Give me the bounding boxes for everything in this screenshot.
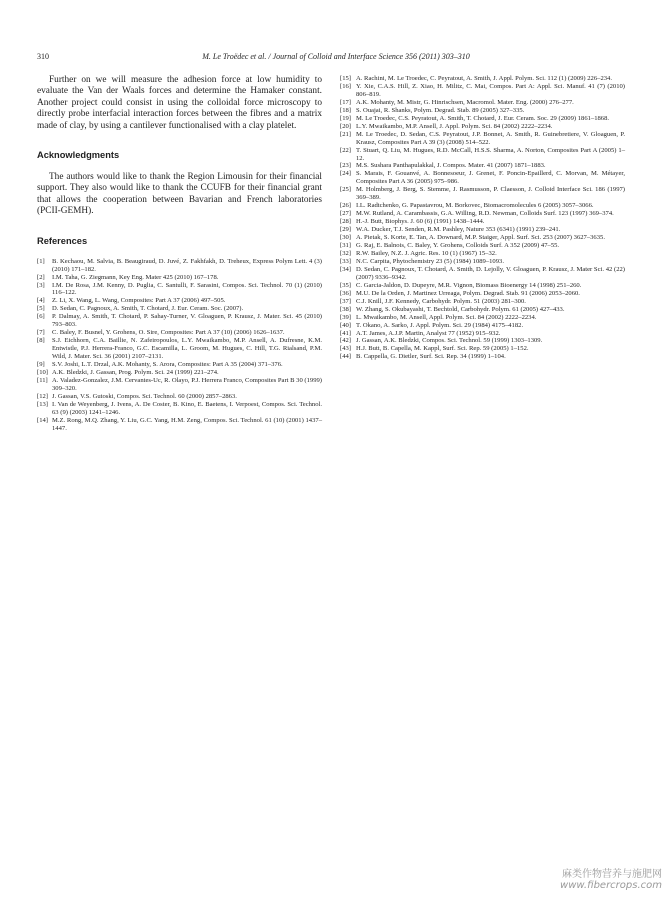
reference-item <box>340 107 625 115</box>
reference-text: D. Sedan, C. Pagnoux, T. Chotard, A. Smith, D. Lejolly, V. Gloaguen, P. Krausz, J. Mater Sci. 42 (22) (2007) 9336–9342. <box>356 265 625 281</box>
reference-text: T. Stuart, Q. Liu, M. Hugues, R.D. McCall, H.S.S. Sharma, A. Norton, Composites Part A (2005) 1–12. <box>356 146 625 162</box>
reference-text: Z. Li, X. Wang, L. Wang, Composites: Part A 37 (2006) 497–505. <box>52 297 226 305</box>
reference-text: A. Valadez-Gonzalez, J.M. Cervantes-Uc, R. Olayo, P.J. Herrera Franco, Composites Part B 30 (1999) 309–320. <box>52 376 322 392</box>
right-column <box>340 75 625 361</box>
reference-number: [8] <box>37 337 45 345</box>
reference-number: [38] <box>340 305 351 313</box>
reference-number: [1] <box>37 257 45 265</box>
reference-text: A. Pietak, S. Korte, E. Tan, A. Downard, M.P. Staiger, Appl. Surf. Sci. 253 (2007) 3627–3635. <box>356 234 605 242</box>
watermark-url: www.fibercrops.com <box>560 880 662 891</box>
reference-item <box>340 337 625 345</box>
reference-item <box>340 186 625 202</box>
reference-item <box>37 305 322 313</box>
reference-number: [36] <box>340 289 351 297</box>
reference-number: [3] <box>37 281 45 289</box>
reference-text: R.W. Bailey, N.Z. J. Agric. Res. 10 (1) (1967) 15–32. <box>356 249 497 257</box>
reference-text: N.C. Carpita, Phytochemistry 23 (5) (1984) 1089–1093. <box>356 257 504 265</box>
acknowledgments-text: The authors would like to thank the Region Limousin for their financial support. They also would like to thank the CCUFB for their financial grant that allows the cooperation between Bavarian and French laboratories (PCII-GEMH). <box>37 172 322 217</box>
reference-text: A. Rachini, M. Le Troedec, C. Peyratout, A. Smith, J. Appl. Polym. Sci. 112 (1) (2009) 226–234. <box>356 75 612 82</box>
reference-text: I.L. Radtchenko, G. Papastavrou, M. Borkovec, Biomacromolecules 6 (2005) 3057–3066. <box>356 202 594 210</box>
reference-number: [20] <box>340 122 351 130</box>
reference-number: [32] <box>340 249 351 257</box>
reference-item <box>37 282 322 298</box>
reference-number: [10] <box>37 369 48 376</box>
reference-text: C. Garcia-Jaldon, D. Dupeyre, M.R. Vignon, Biomass Bioenergy 14 (1998) 251–260. <box>356 281 582 289</box>
reference-number: [17] <box>340 98 351 106</box>
reference-number: [31] <box>340 242 351 250</box>
reference-item <box>37 329 322 337</box>
reference-item <box>37 393 322 401</box>
reference-item <box>340 123 625 131</box>
running-title: M. Le Troëdec et al. / Journal of Colloid and Interface Science 356 (2011) 303–310 <box>202 52 470 61</box>
reference-number: [12] <box>37 392 48 400</box>
reference-number: [23] <box>340 162 351 170</box>
reference-number: [2] <box>37 273 45 281</box>
reference-text: M. Holmberg, J. Berg, S. Stemme, J. Rasmusson, P. Claesson, J. Colloid Interface Sci. 186 (1997) 369–389. <box>356 186 625 202</box>
reference-text: T. Okano, A. Sarko, J. Appl. Polym. Sci. 29 (1984) 4175–4182. <box>356 321 524 329</box>
reference-text: I.M. Taha, G. Ziegmann, Key Eng. Mater 425 (2010) 167–178. <box>52 273 219 281</box>
conclusion-paragraph: Further on we will measure the adhesion force at low humidity to evaluate the Van der Waals forces and determine the Hamaker constant. Another project could consist in using the colloidal force microscopy to directly probe interfacial interaction forces between the fibres and a matrix made of clay, by using a cantilever functionalised with a clay platelet. <box>37 75 322 131</box>
references-list-right <box>340 75 625 361</box>
reference-number: [11] <box>37 376 48 384</box>
reference-number: [15] <box>340 75 351 82</box>
reference-text: Y. Xie, C.A.S. Hill, Z. Xiao, H. Militz, C. Mai, Compos. Part A: Appl. Sci. Manuf. 41 (7) (2010) 806–819. <box>356 82 625 98</box>
reference-item <box>340 330 625 338</box>
reference-item <box>340 226 625 234</box>
reference-item <box>340 131 625 147</box>
reference-text: I.M. De Rosa, J.M. Kenny, D. Puglia, C. Santulli, F. Sarasini, Compos. Sci. Technol. 70 (1) (2010) 116–122. <box>52 281 322 297</box>
reference-item <box>37 313 322 329</box>
watermark <box>560 869 662 891</box>
left-column <box>37 75 322 433</box>
reference-number: [14] <box>37 416 48 424</box>
reference-item <box>37 361 322 369</box>
reference-number: [42] <box>340 337 351 345</box>
reference-number: [43] <box>340 345 351 353</box>
reference-item <box>37 417 322 433</box>
reference-item <box>340 282 625 290</box>
reference-text: B. Kechaou, M. Salvia, B. Beaugiraud, D. Juvé, Z. Fakhfakh, D. Treheux, Express Polym Lett. 4 (3) (2010) 171–182. <box>52 257 322 273</box>
reference-item <box>340 210 625 218</box>
running-header <box>37 52 635 66</box>
reference-text: J. Gassan, V.S. Gutoski, Compos. Sci. Technol. 60 (2000) 2857–2863. <box>52 392 237 400</box>
page-number: 310 <box>37 52 49 61</box>
reference-item <box>37 258 322 274</box>
reference-item <box>340 250 625 258</box>
reference-item <box>37 377 322 393</box>
reference-item <box>340 83 625 99</box>
reference-number: [29] <box>340 226 351 234</box>
reference-number: [13] <box>37 400 48 408</box>
reference-text: I. Van de Weyenberg, J. Ivens, A. De Coster, B. Kino, E. Baetens, I. Verpoest, Compos. Sci. Technol. 63 (9) (2003) 1241–1246. <box>52 400 322 416</box>
reference-text: H.-J. Butt, Biophys. J. 60 (6) (1991) 1438–1444. <box>356 218 485 226</box>
reference-number: [7] <box>37 329 45 337</box>
reference-text: H.J. Butt, B. Capella, M. Kappl, Surf. Sci. Rep. 59 (2005) 1–152. <box>356 345 529 353</box>
reference-number: [16] <box>340 82 351 90</box>
reference-text: M. Le Troedec, C.S. Peyratout, A. Smith, T. Chotard, J. Eur. Ceram. Soc. 29 (2009) 1861–1868. <box>356 114 610 122</box>
reference-item <box>340 258 625 266</box>
reference-number: [22] <box>340 146 351 154</box>
reference-number: [40] <box>340 321 351 329</box>
reference-number: [26] <box>340 202 351 210</box>
reference-text: S. Ouajai, R. Shanks, Polym. Degrad. Stab. 89 (2005) 327–335. <box>356 106 525 114</box>
reference-number: [5] <box>37 305 45 313</box>
reference-item <box>340 234 625 242</box>
reference-number: [9] <box>37 361 45 369</box>
reference-number: [25] <box>340 186 351 194</box>
reference-item <box>340 345 625 353</box>
reference-item <box>340 353 625 361</box>
reference-number: [27] <box>340 210 351 218</box>
reference-item <box>37 369 322 377</box>
reference-text: A.K. Mohanty, M. Mistr, G. Hinrischsen, Macromol. Mater. Eng. (2000) 276–277. <box>356 98 574 106</box>
reference-number: [41] <box>340 329 351 337</box>
references-list-left <box>37 258 322 433</box>
reference-item <box>37 297 322 305</box>
reference-number: [39] <box>340 313 351 321</box>
reference-item <box>340 170 625 186</box>
reference-item <box>340 322 625 330</box>
reference-item <box>340 115 625 123</box>
reference-text: A.T. James, A.J.P. Martin, Analyst 77 (1952) 915–932. <box>356 329 501 337</box>
reference-number: [37] <box>340 297 351 305</box>
reference-text: G. Raj, E. Balnois, C. Baley, Y. Grohens, Colloids Surf. A 352 (2009) 47–55. <box>356 242 560 250</box>
watermark-site-name: 麻类作物营养与施肥网 <box>562 869 662 880</box>
reference-text: L.Y. Mwaikambo, M.P. Ansell, J. Appl. Polym. Sci. 84 (2002) 2222–2234. <box>356 122 553 130</box>
reference-number: [24] <box>340 170 351 178</box>
reference-item <box>37 274 322 282</box>
references-heading: References <box>37 235 88 246</box>
reference-text: M. Le Troedec, D. Sedan, C.S. Peyratout, J.P. Bonnet, A. Smith, R. Guinebretiere, V. Gloaguen, P. Krausz, Composites Part A 39 (3) (2008) 514–522. <box>356 130 625 146</box>
reference-item <box>340 162 625 170</box>
reference-item <box>37 401 322 417</box>
reference-text: M.S. Sushara Panthapulakkal, J. Compos. Mater. 41 (2007) 1871–1883. <box>356 162 546 170</box>
reference-item <box>340 147 625 163</box>
reference-item <box>340 314 625 322</box>
reference-text: D. Sedan, C. Pagnoux, A. Smith, T. Chotard, J. Eur. Ceram. Soc. (2007). <box>52 305 244 313</box>
reference-text: S.V. Joshi, L.T. Drzal, A.K. Mohanty, S. Arora, Composites: Part A 35 (2004) 371–376. <box>52 361 283 369</box>
reference-text: S.J. Eichhorn, C.A. Baillie, N. Zafeiropoulos, L.Y. Mwaikambo, M.P. Ansell, A. Dufresne, K.M. Entwistle, P.J. Herrera-Franco, G.C. Escamilla, L. Groom, M. Hugues, C. Hill, T.G. Rialsand, P.M. Wild, J. Mater. Sci. 36 (2001) 2107–2131. <box>52 337 322 361</box>
reference-item <box>340 242 625 250</box>
reference-text: W. Zhang, S. Okubayashi, T. Bechtold, Carbohydr. Polym. 61 (2005) 427–433. <box>356 305 565 313</box>
reference-number: [6] <box>37 313 45 321</box>
reference-item <box>340 266 625 282</box>
reference-number: [28] <box>340 218 351 226</box>
reference-text: M.W. Rutland, A. Carambassis, G.A. Willing, R.D. Newman, Colloids Surf. 123 (1997) 369–374. <box>356 210 614 218</box>
reference-item <box>37 337 322 361</box>
reference-text: M.Z. Rong, M.Q. Zhang, Y. Liu, G.C. Yang, H.M. Zeng, Compos. Sci. Technol. 61 (10) (2001) 1437–1447. <box>52 416 322 432</box>
reference-text: P. Dalmay, A. Smith, T. Chotard, P. Sahay-Turner, V. Gloaguen, P. Krausz, J. Mater. Sci. 45 (2010) 793–803. <box>52 313 322 329</box>
reference-item <box>340 99 625 107</box>
reference-item <box>340 298 625 306</box>
reference-item <box>340 290 625 298</box>
reference-text: C.J. Knill, J.F. Kennedy, Carbohydr. Polym. 51 (2003) 281–300. <box>356 297 526 305</box>
reference-number: [4] <box>37 297 45 305</box>
reference-text: S. Marais, F. Gouanvé, A. Bonnesoeur, J. Grenet, F. Poncin-Epaillerd, C. Morvan, M. Métayer, Composites Part A 36 (2005) 975–986. <box>356 170 625 186</box>
reference-number: [33] <box>340 257 351 265</box>
reference-text: L. Mwaikambo, M. Ansell, Appl. Polym. Sci. 84 (2002) 2222–2234. <box>356 313 537 321</box>
reference-text: J. Gassan, A.K. Bledzki, Compos. Sci. Technol. 59 (1999) 1303–1309. <box>356 337 543 345</box>
reference-text: W.A. Ducker, T.J. Senden, R.M. Pashley, Nature 353 (6341) (1991) 239–241. <box>356 226 561 234</box>
reference-number: [35] <box>340 281 351 289</box>
reference-item <box>340 75 625 83</box>
reference-text: A.K. Bledzki, J. Gassan, Prog. Polym. Sci. 24 (1999) 221–274. <box>52 369 219 376</box>
reference-number: [30] <box>340 234 351 242</box>
reference-item <box>340 306 625 314</box>
reference-number: [19] <box>340 114 351 122</box>
acknowledgments-heading: Acknowledgments <box>37 150 120 161</box>
reference-text: M.U. De la Orden, J. Martinez Urreaga, Polym. Degrad. Stab. 91 (2006) 2053–2060. <box>356 289 580 297</box>
reference-item <box>340 218 625 226</box>
reference-number: [21] <box>340 130 351 138</box>
reference-number: [18] <box>340 106 351 114</box>
reference-text: C. Baley, F. Busnel, Y. Grohens, O. Sire, Composites: Part A 37 (10) (2006) 1626–1637. <box>52 329 285 337</box>
reference-text: B. Cappella, G. Dietler, Surf. Sci. Rep. 34 (1999) 1–104. <box>356 353 506 361</box>
reference-number: [44] <box>340 353 351 361</box>
reference-number: [34] <box>340 265 351 273</box>
reference-item <box>340 202 625 210</box>
